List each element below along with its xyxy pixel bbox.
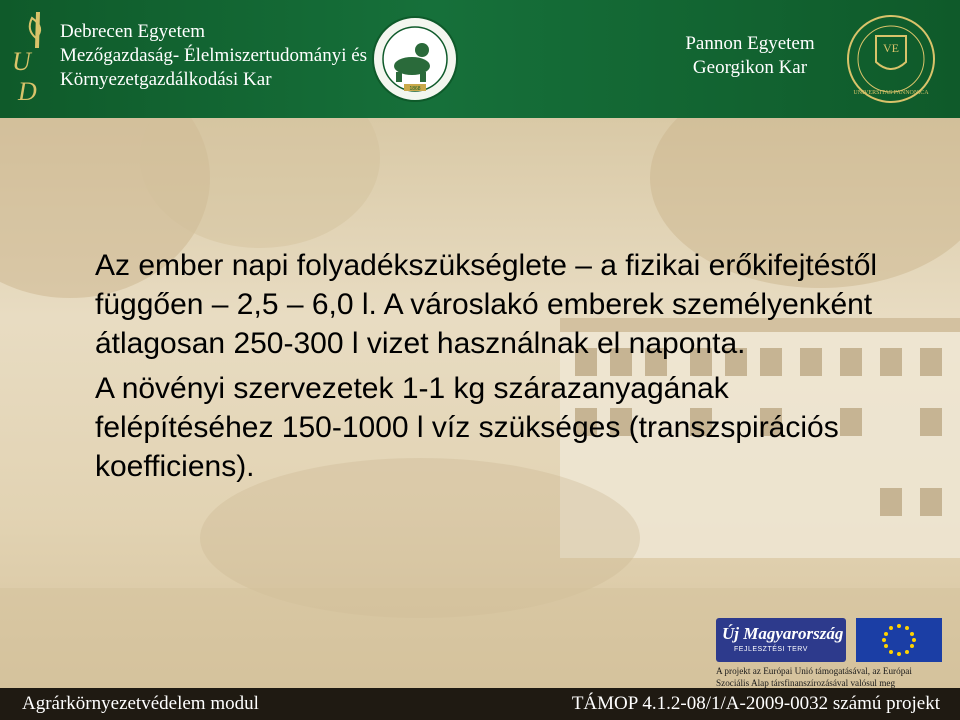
footer-module-name: Agrárkörnyezetvédelem modul	[22, 693, 259, 714]
header-band	[0, 0, 960, 118]
left-line-3: Környezetgazdálkodási Kar	[60, 69, 272, 90]
eu-funding-note: A projekt az Európai Unió támogatásával, az Európai Szociális Alap társfinanszírozásával valósul meg	[716, 666, 912, 688]
paragraph-water-demand: Az ember napi folyadékszükséglete – a fizikai erőkifejtéstől függően – 2,5 – 6,0 l. A városlakó emberek személyenként átlagosan 250-300 l vizet használnak el naponta.	[95, 249, 878, 360]
right-line-2: Georgikon Kar	[692, 57, 808, 78]
footer-band	[0, 688, 960, 720]
right-institution-text	[682, 32, 818, 80]
left-line-1: Debrecen Egyetem	[60, 21, 206, 42]
university-seal-icon	[372, 16, 458, 102]
left-institution-text	[60, 20, 367, 92]
uj-magyarorszag-logo	[716, 618, 846, 662]
svg-text:U: U	[12, 47, 31, 76]
seal-motto: UNIVERSITAS PANNONICA	[853, 90, 929, 96]
ud-logo-icon	[6, 8, 52, 108]
uj-magyarorszag-title: Új Magyarország	[722, 624, 844, 643]
pannon-seal-icon	[846, 14, 936, 104]
right-line-1: Pannon Egyetem	[685, 33, 815, 54]
footer-project-id: TÁMOP 4.1.2-08/1/A-2009-0032 számú projekt	[571, 693, 940, 714]
slide-body-text	[95, 246, 915, 492]
left-line-2: Mezőgazdaság- Élelmiszertudományi és	[60, 45, 368, 66]
seal-year: 1868	[409, 86, 421, 92]
eu-funding-box	[716, 618, 942, 690]
svg-text:D: D	[18, 77, 37, 106]
eu-flag-icon	[856, 618, 942, 662]
uj-magyarorszag-subtitle: FEJLESZTÉSI TERV	[734, 646, 808, 653]
paragraph-plant-water: A növényi szervezetek 1-1 kg szárazanyagának felépítéséhez 150-1000 l víz szükséges (transzspirációs koefficiens).	[95, 372, 839, 483]
seal-initials: VE	[883, 41, 899, 55]
